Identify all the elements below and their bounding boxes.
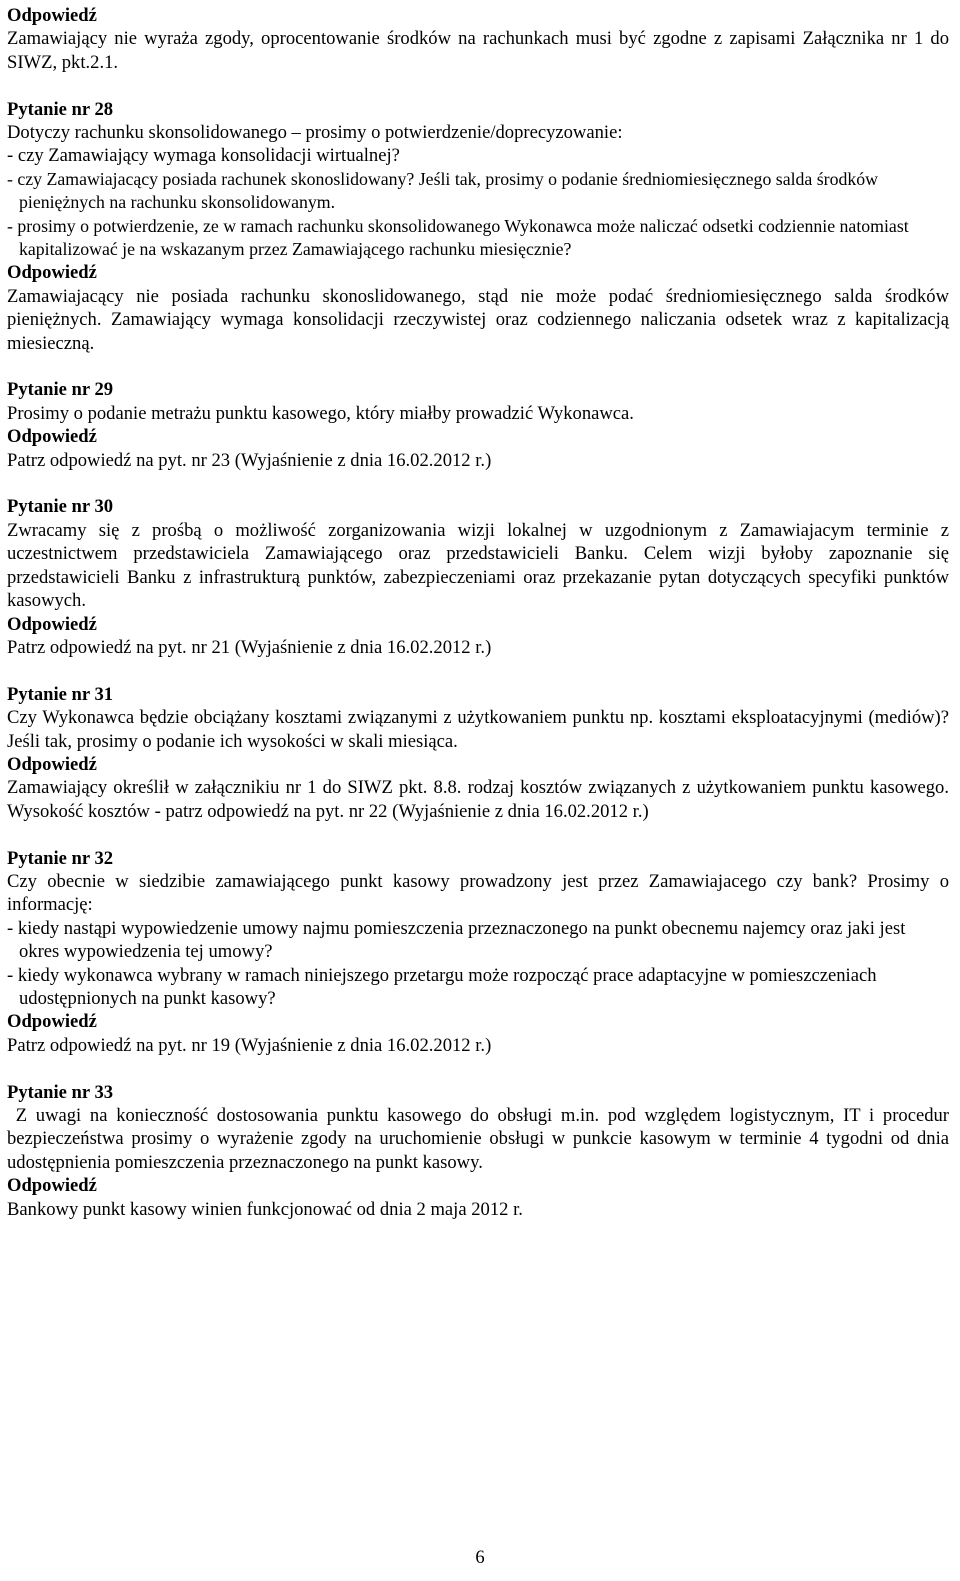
answer-text: Bankowy punkt kasowy winien funkcjonować od dnia 2 maja 2012 r. bbox=[7, 1198, 523, 1220]
answer-text: Patrz odpowiedź na pyt. nr 19 (Wyjaśnienie z dnia 16.02.2012 r.) bbox=[7, 1034, 492, 1056]
question-text: Czy Wykonawca będzie obciążany kosztami związanymi z użytkowaniem punktu np. kosztami eksploatacyjnymi (mediów)? Jeśli tak, prosimy o podanie ich wysokości w skali miesiąca. bbox=[7, 707, 949, 752]
answer-text: Patrz odpowiedź na pyt. nr 21 (Wyjaśnienie z dnia 16.02.2012 r.) bbox=[7, 636, 492, 658]
question-32 bbox=[7, 847, 949, 1058]
page-number: 6 bbox=[475, 1547, 485, 1568]
answer-label: Odpowiedź bbox=[7, 426, 97, 448]
answer-text: Zamawiajacący nie posiada rachunku skonoslidowanego, stąd nie może podać średniomiesięcznego salda środków pieniężnych. Zamawiający wymaga konsolidacji rzeczywistej oraz codziennego naliczania odsetek wraz z kapitalizacją miesieczną. bbox=[7, 285, 949, 354]
question-title: Pytanie nr 30 bbox=[7, 496, 114, 518]
question-item: - kiedy wykonawca wybrany w ramach niniejszego przetargu może rozpocząć prace adaptacyjne w pomieszczeniach udostępnionych na punkt kasowy? bbox=[7, 964, 877, 1009]
question-item: - czy Zamawiający wymaga konsolidacji wirtualnej? bbox=[7, 145, 400, 167]
question-28 bbox=[7, 98, 949, 355]
question-item: - kiedy nastąpi wypowiedzenie umowy najmu pomieszczenia przeznaczonego na punkt obecnemu najemcy oraz jaki jest okres wypowiedzenia tej umowy? bbox=[7, 917, 906, 963]
answer-label: Odpowiedź bbox=[7, 1175, 97, 1197]
question-title: Pytanie nr 31 bbox=[7, 683, 114, 705]
answer-label: Odpowiedź bbox=[7, 262, 97, 284]
question-item: - prosimy o potwierdzenie, ze w ramach rachunku skonsolidowanego Wykonawca może naliczać odsetki codziennie natomiast kapitalizować je na wskazanym przez Zamawiającego rachunku miesięcznie? bbox=[7, 215, 909, 260]
question-title: Pytanie nr 29 bbox=[7, 379, 114, 401]
question-29 bbox=[7, 378, 949, 472]
question-title: Pytanie nr 32 bbox=[7, 847, 114, 869]
document-page bbox=[7, 4, 954, 1221]
question-31 bbox=[7, 683, 949, 823]
question-title: Pytanie nr 33 bbox=[7, 1081, 114, 1103]
question-text: Zwracamy się z prośbą o możliwość zorganizowania wizji lokalnej w uzgodnionym z Zamawiajacym terminie z uczestnictwem przedstawiciela Zamawiającego oraz przedstawicieli Banku. Celem wizji byłoby zapoznanie się przedstawicieli Banku z infrastrukturą punktów, zabezpieczeniami oraz przekazanie pytan dotyczących specyfiki punktów kasowych. bbox=[7, 519, 949, 612]
question-lead: Dotyczy rachunku skonsolidowanego – prosimy o potwierdzenie/doprecyzowanie: bbox=[7, 122, 623, 144]
answer-text: Zamawiający nie wyraża zgody, oprocentowanie środków na rachunkach musi być zgodne z zapisami Załącznika nr 1 do SIWZ, pkt.2.1. bbox=[7, 28, 949, 73]
answer-text: Patrz odpowiedź na pyt. nr 23 (Wyjaśnienie z dnia 16.02.2012 r.) bbox=[7, 449, 492, 471]
question-item: - czy Zamawiajacący posiada rachunek skonoslidowany? Jeśli tak, prosimy o podanie średniomiesięcznego salda środków pieniężnych na rachunku skonsolidowanym. bbox=[7, 168, 879, 213]
answer-label: Odpowiedź bbox=[7, 613, 97, 635]
question-33 bbox=[7, 1081, 954, 1221]
answer-text: Zamawiający określił w załącznikiu nr 1 do SIWZ pkt. 8.8. rodzaj kosztów związanych z użytkowaniem punktu kasowego. Wysokość kosztów - patrz odpowiedź na pyt. nr 22 (Wyjaśnienie z dnia 16.02.2012 r.) bbox=[7, 777, 949, 822]
question-lead: Czy obecnie w siedzibie zamawiającego punkt kasowy prowadzony jest przez Zamawiajacego czy bank? Prosimy o informację: bbox=[7, 870, 949, 916]
question-text: Prosimy o podanie metrażu punktu kasowego, który miałby prowadzić Wykonawca. bbox=[7, 402, 634, 424]
answer-label: Odpowiedź bbox=[7, 1011, 97, 1033]
answer-label: Odpowiedź bbox=[7, 5, 97, 26]
question-title: Pytanie nr 28 bbox=[7, 98, 114, 120]
question-30 bbox=[7, 495, 949, 659]
intro-section bbox=[7, 4, 949, 74]
question-text: Z uwagi na konieczność dostosowania punktu kasowego do obsługi m.in. pod względem logistycznym, IT i procedur bezpieczeństwa prosimy o wyrażenie zgody na uruchomienie obsługi w punkcie kasowym w terminie 4 tygodni od dnia udostępnienia pomieszczenia przeznaczonego na punkt kasowy. bbox=[7, 1105, 954, 1173]
answer-label: Odpowiedź bbox=[7, 753, 97, 775]
